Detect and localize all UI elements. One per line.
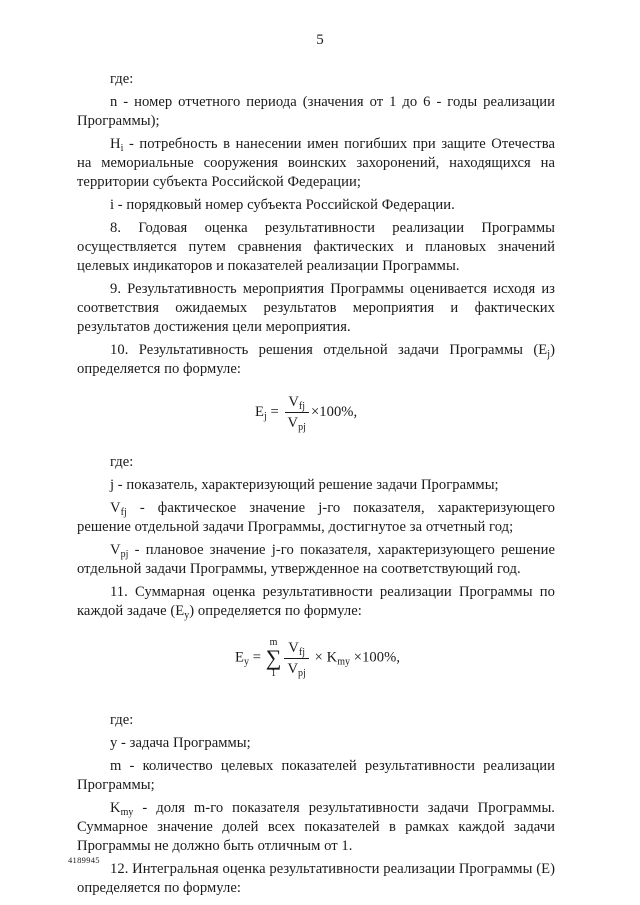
h-definition-text: - потребность в нанесении имен погибших при защите Отечества на мемориальные сооружения воинских захоронений, находящихся на территории субъекта Российской Федерации; (77, 136, 555, 190)
formula-ey-rhs: ×100% (350, 649, 397, 666)
paragraph-h-definition (77, 135, 555, 192)
formula-ey-sum (266, 637, 282, 679)
paragraph-y-definition: y - задача Программы; (110, 735, 251, 751)
paragraph-vpj-definition (77, 541, 555, 579)
formula-ej-eq: = (266, 403, 283, 420)
formula-ey-tail: , (396, 649, 401, 666)
formula-ey-lhs: E (235, 649, 244, 666)
formula-ej-num-sym: V (288, 394, 299, 410)
formula-ey-num-sub: fj (298, 646, 306, 658)
h-symbol: H (110, 136, 121, 152)
paragraph-11-sub: y (184, 610, 190, 621)
formula-ey-expression (235, 637, 400, 679)
formula-ey-eq: = (249, 649, 265, 666)
formula-ey-mul-sub: my (337, 656, 351, 668)
paragraph-where-1: где: (110, 71, 134, 87)
formula-ey-numerator (284, 639, 308, 659)
page-number: 5 (316, 32, 324, 48)
kmy-subscript: my (120, 807, 134, 818)
paragraph-j-definition: j - показатель, характеризующий решение задачи Программы; (110, 477, 499, 493)
formula-ej-tail: , (353, 403, 358, 420)
formula-ej-den-sym: V (287, 415, 299, 431)
formula-ej (77, 389, 555, 453)
formula-ej-fraction (285, 393, 309, 432)
formula-ey-mul: × K (310, 649, 338, 666)
formula-ey-num-sym: V (288, 639, 299, 656)
paragraph-10-tail: ) определяется по формуле: (77, 342, 555, 377)
formula-ej-lhs-sub: j (263, 410, 267, 422)
paragraph-10 (77, 341, 555, 379)
formula-ey (77, 629, 555, 711)
formula-ej-numerator (285, 393, 309, 413)
formula-ej-lhs: E (255, 403, 264, 420)
paragraph-11-text: 11. Суммарная оценка результативности реализации Программы по каждой задаче (E (77, 584, 555, 619)
document-id-footer: 4189945 (68, 855, 100, 865)
formula-ej-expression (255, 393, 357, 432)
formula-ey-lhs-sub: y (243, 656, 250, 668)
paragraph-8: 8. Годовая оценка результативности реализации Программы осуществляется путем сравнения фактических и плановых значений целевых индикаторов и показателей реализации Программы. (77, 220, 555, 274)
paragraph-i-definition: i - порядковый номер субъекта Российской Федерации. (110, 197, 455, 213)
formula-ey-fraction (284, 639, 308, 678)
kmy-definition-text: - доля m-го показателя результативности задачи Программы. Суммарное значение долей всех показателей в рамках каждой задачи Программы не должно быть отличным от 1. (77, 800, 555, 854)
formula-ej-denominator (285, 413, 309, 432)
vpj-symbol: V (110, 542, 121, 558)
vfj-symbol: V (110, 500, 121, 516)
vpj-subscript: pj (120, 549, 129, 560)
formula-ej-den-sub: pj (298, 422, 306, 433)
paragraph-m-definition: m - количество целевых показателей результативности реализации Программы; (77, 758, 555, 793)
kmy-symbol: K (110, 800, 121, 816)
vpj-definition-text: - плановое значение j-го показателя, характеризующего решение отдельной задачи Программы, утвержденное на соответствующий год. (77, 542, 555, 577)
formula-ey-sum-bottom: 1 (271, 668, 277, 679)
paragraph-n-definition: n - номер отчетного периода (значения от 1 до 6 - годы реализации Программы); (77, 94, 555, 129)
formula-ey-den-sym: V (287, 660, 299, 677)
paragraph-11 (77, 583, 555, 621)
formula-ey-den-sub: pj (298, 667, 306, 679)
paragraph-where-2: где: (110, 454, 134, 470)
h-subscript: i (120, 143, 124, 154)
paragraph-9: 9. Результативность мероприятия Программы оценивается исходя из соответствия ожидаемых результатов мероприятия и фактических результатов достижения цели мероприятия. (77, 281, 555, 335)
paragraph-11-tail: ) определяется по формуле: (189, 603, 362, 619)
body-text (77, 70, 555, 902)
formula-ey-sigma: ∑ (265, 645, 282, 670)
paragraph-10-text: 10. Результативность решения отдельной задачи Программы (E (110, 342, 548, 358)
paragraph-10-sub: j (547, 349, 551, 360)
formula-ej-rhs: ×100% (310, 403, 354, 420)
vfj-subscript: fj (120, 507, 127, 518)
paragraph-kmy-definition (77, 799, 555, 856)
formula-ej-num-sub: fj (298, 401, 306, 412)
vfj-definition-text: - фактическое значение j-го показателя, характеризующего решение отдельной задачи Программы, достигнутое за отчетный год; (77, 500, 555, 535)
paragraph-12: 12. Интегральная оценка результативности реализации Программы (E) определяется по формуле: (77, 861, 555, 896)
paragraph-vfj-definition (77, 499, 555, 537)
formula-ey-sum-top: m (269, 637, 278, 648)
formula-ey-denominator (284, 659, 308, 678)
paragraph-where-3: где: (110, 712, 134, 728)
